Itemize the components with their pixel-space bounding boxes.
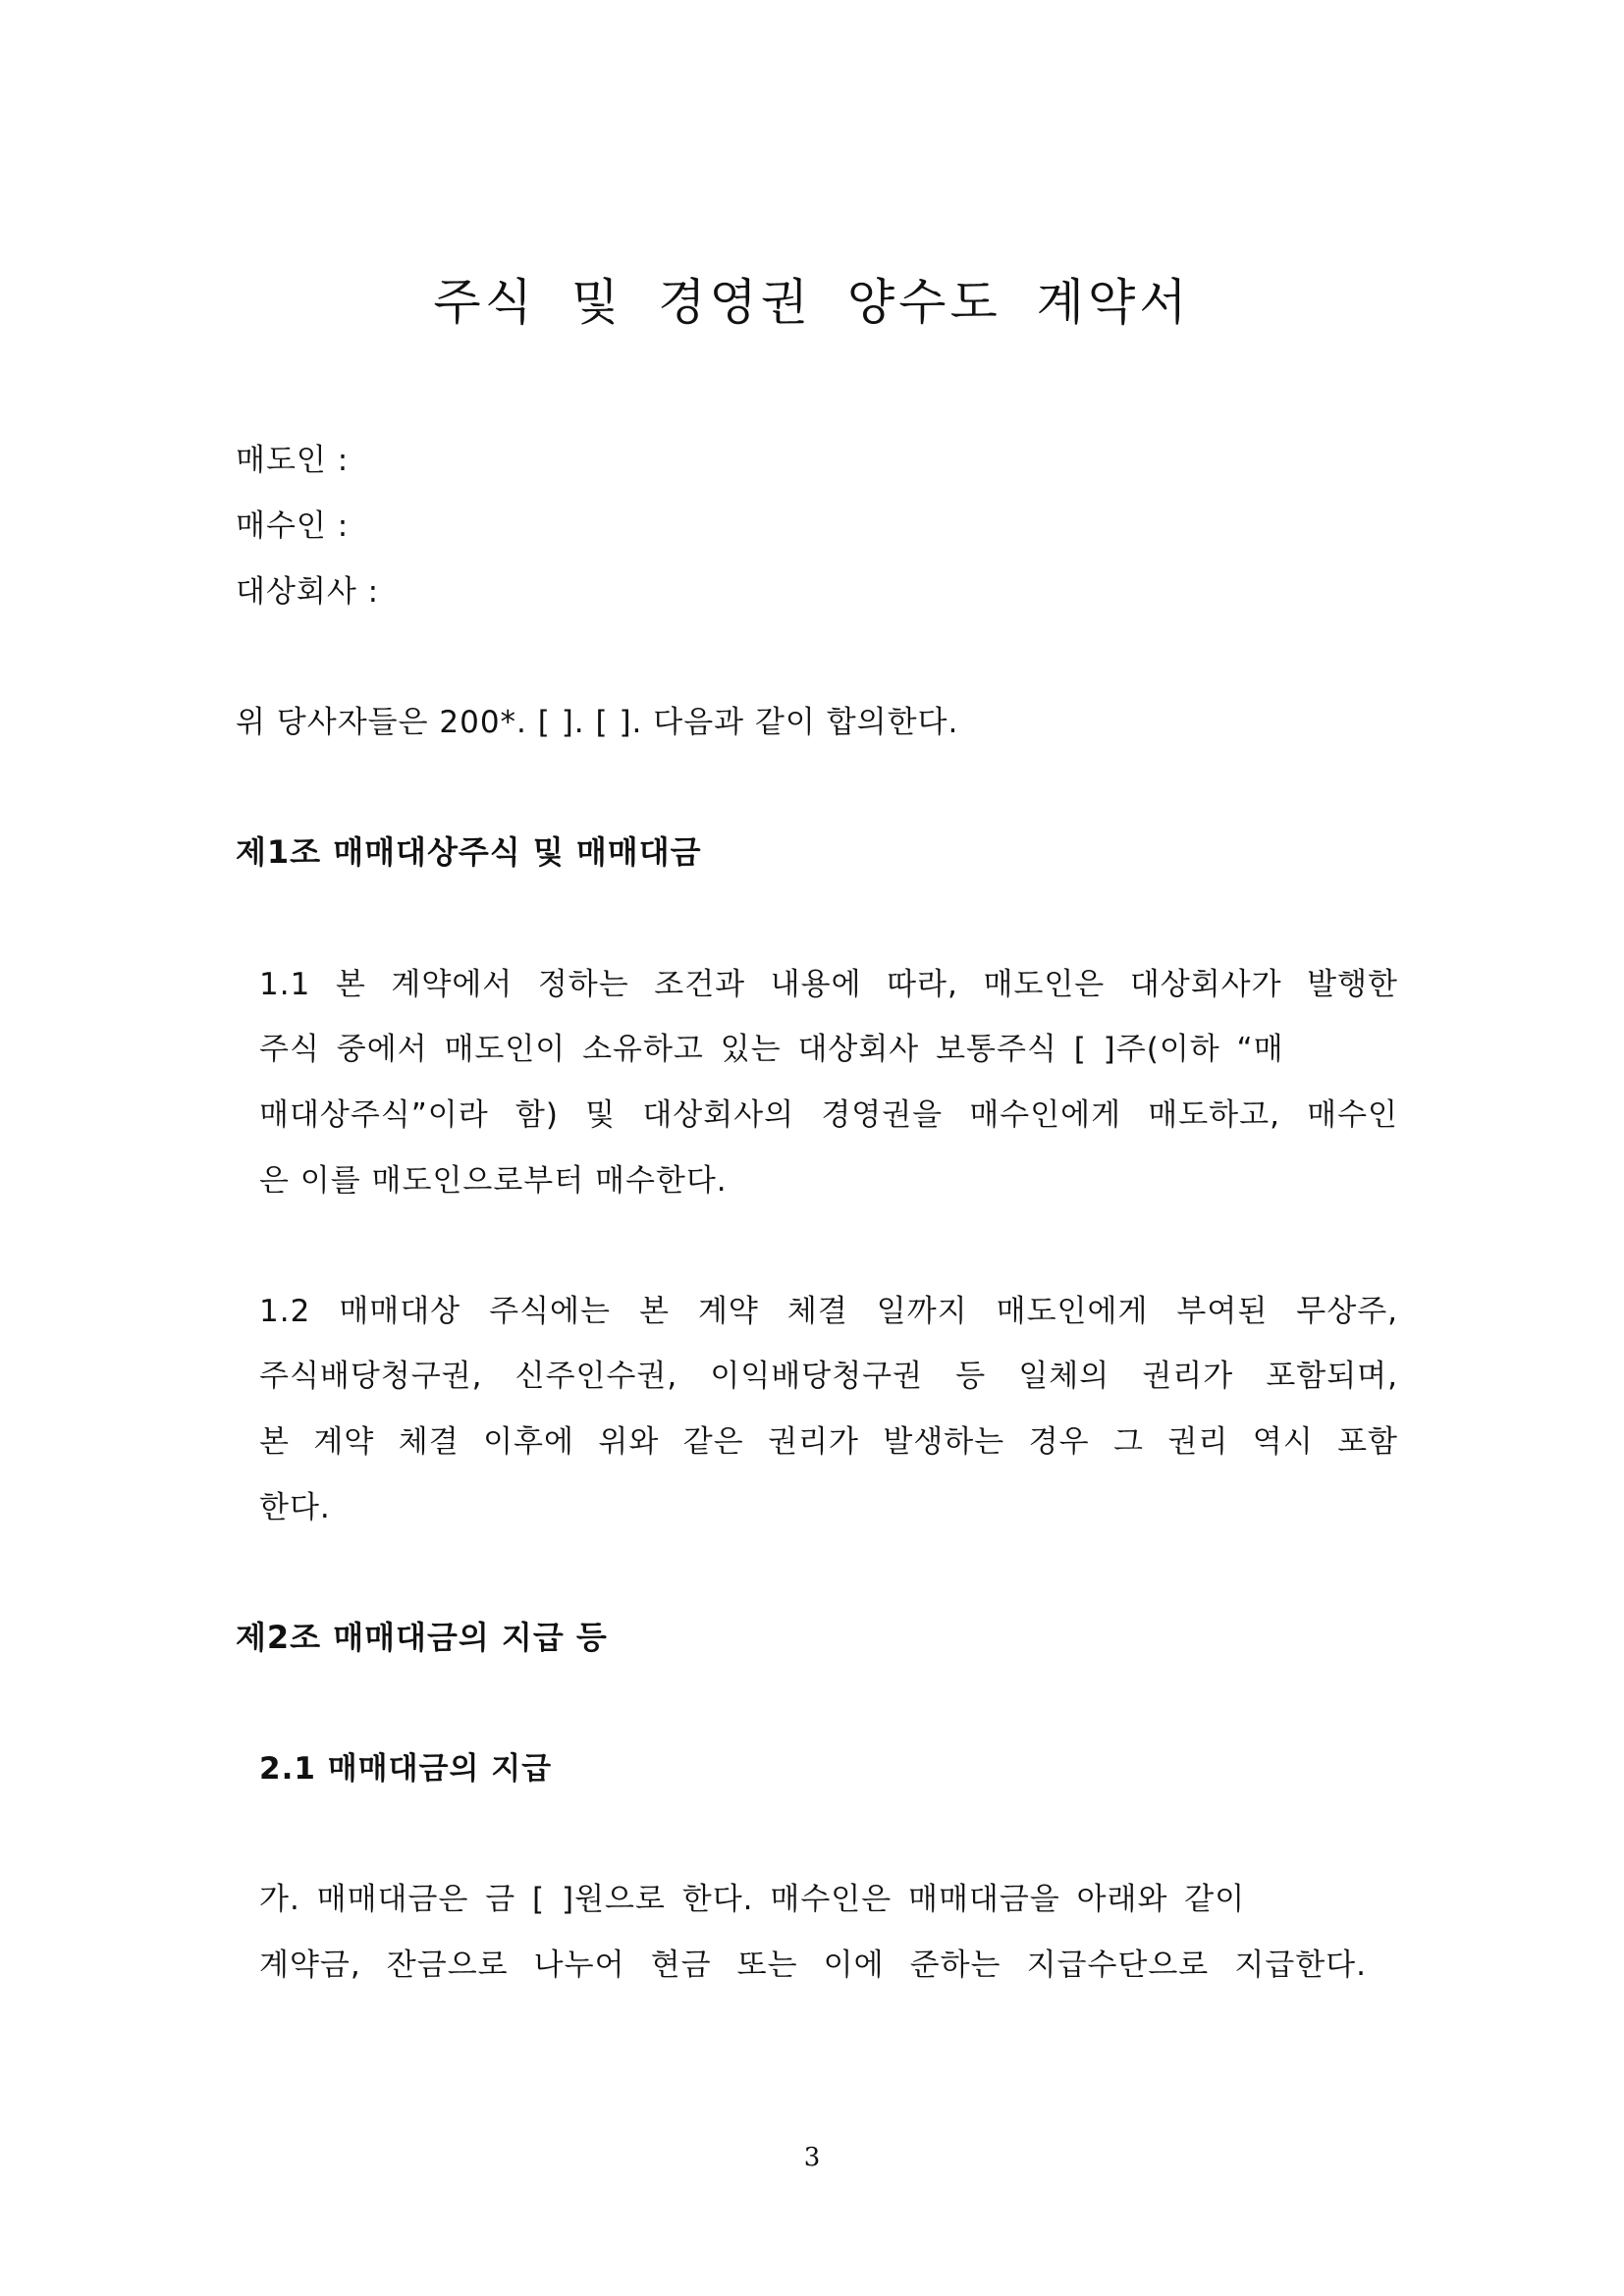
- article2-subheading: 2.1 매매대금의 지급: [259, 1751, 553, 1787]
- article1-para2-line4: 한다.: [259, 1490, 331, 1525]
- document-title: 주식 및 경영권 양수도 계약서: [433, 274, 1191, 331]
- target-company-label: 대상회사 :: [236, 574, 380, 610]
- article1-para1-line2: 주식 중에서 매도인이 소유하고 있는 대상회사 보통주식 [ ]주(이하 “매: [259, 1032, 1284, 1067]
- buyer-label: 매수인 :: [236, 508, 350, 544]
- article2-heading: 제2조 매매대금의 지급 등: [236, 1619, 608, 1656]
- article2-para-line2: 계약금, 잔금으로 나누어 현금 또는 이에 준하는 지급수단으로 지급한다.: [259, 1948, 1367, 1983]
- seller-label: 매도인 :: [236, 443, 350, 478]
- article1-para1-line3: 매대상주식”이라 함) 및 대상회사의 경영권을 매수인에게 매도하고, 매수인: [259, 1097, 1398, 1133]
- page-number: 3: [803, 2143, 821, 2172]
- article1-para2-line1: 1.2 매매대상 주식에는 본 계약 체결 일까지 매도인에게 부여된 무상주,: [259, 1294, 1398, 1329]
- article1-para1-line4: 은 이를 매도인으로부터 매수한다.: [259, 1163, 728, 1199]
- article1-heading: 제1조 매매대상주식 및 매매대금: [236, 833, 702, 871]
- article2-para-line1: 가. 매매대금은 금 [ ]원으로 한다. 매수인은 매매대금을 아래와 같이: [259, 1882, 1246, 1917]
- article1-para2-line3: 본 계약 체결 이후에 위와 같은 권리가 발생하는 경우 그 권리 역시 포함: [259, 1424, 1398, 1460]
- article1-para1-line1: 1.1 본 계약에서 정하는 조건과 내용에 따라, 매도인은 대상회사가 발행한: [259, 967, 1398, 1002]
- article1-para2-line2: 주식배당청구권, 신주인수권, 이익배당청구권 등 일체의 권리가 포함되며,: [259, 1359, 1398, 1394]
- intro-text: 위 당사자들은 200*. [ ]. [ ]. 다음과 같이 합의한다.: [236, 705, 959, 740]
